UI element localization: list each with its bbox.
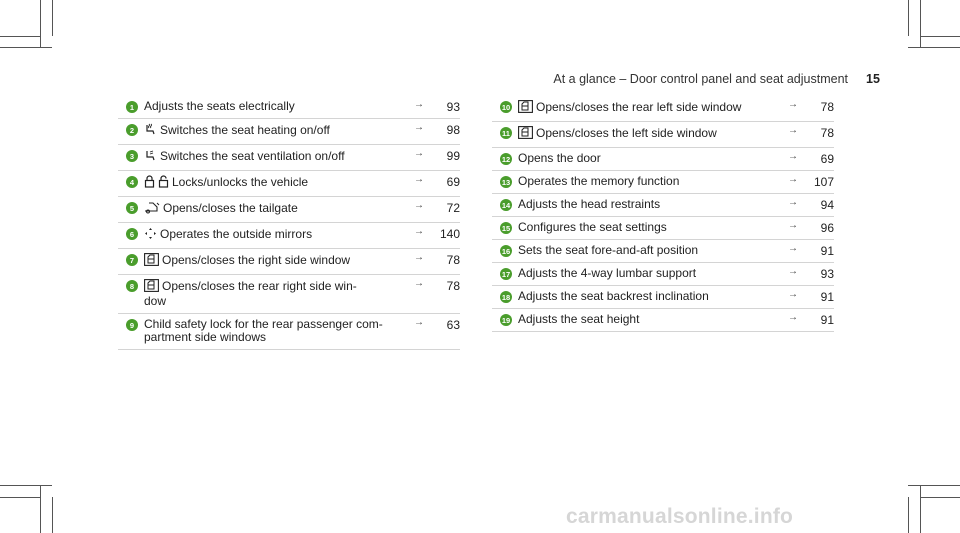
legend-item-2 (118, 119, 460, 145)
cross-reference-arrow: → (788, 266, 798, 277)
watermark: carmanualsonline.info (566, 505, 794, 528)
item-text: Adjusts the seat height (518, 312, 640, 326)
page-reference[interactable]: 78 (820, 100, 834, 114)
item-text: Switches the seat ventilation on/off (160, 149, 345, 163)
legend-item-6 (118, 223, 460, 249)
item-text: Child safety lock for the rear passenger com- partment side windows (144, 317, 383, 344)
mirror-adjust-icon (144, 227, 157, 243)
cross-reference-arrow: → (788, 289, 798, 300)
page-reference[interactable]: 99 (446, 149, 460, 163)
legend-item-5 (118, 197, 460, 223)
legend-item-1 (118, 96, 460, 119)
item-description (144, 253, 460, 269)
cross-reference-arrow: → (788, 99, 798, 110)
item-number-badge: 14 (501, 200, 511, 210)
legend-item-18 (492, 286, 834, 309)
legend-item-16 (492, 240, 834, 263)
legend-list-left (118, 96, 460, 350)
legend-item-15 (492, 217, 834, 240)
item-description (518, 126, 834, 142)
item-description (144, 201, 460, 217)
page-reference[interactable]: 96 (820, 221, 834, 235)
item-description (518, 267, 834, 280)
item-description (144, 175, 460, 191)
item-text: Opens/closes the tailgate (163, 201, 298, 215)
crop-mark (908, 47, 960, 48)
crop-mark (52, 0, 53, 36)
page-reference[interactable]: 91 (820, 313, 834, 327)
page-reference[interactable]: 94 (820, 198, 834, 212)
window-icon (518, 126, 533, 142)
crop-mark (0, 36, 40, 37)
legend-item-13 (492, 171, 834, 194)
item-description (518, 313, 834, 326)
cross-reference-arrow: → (414, 226, 424, 237)
page-reference[interactable]: 78 (446, 253, 460, 267)
legend-item-10 (492, 96, 834, 122)
item-text: Adjusts the 4-way lumbar support (518, 266, 697, 280)
item-number-badge: 10 (501, 102, 511, 112)
item-text: Opens/closes the left side window (536, 126, 717, 140)
item-description (144, 123, 460, 139)
unlock-icon (158, 175, 169, 191)
window-icon (144, 279, 159, 295)
page-reference[interactable]: 107 (813, 175, 834, 189)
cross-reference-arrow: → (414, 252, 424, 263)
item-text: Opens/closes the rear left side window (536, 100, 742, 114)
running-header: At a glance – Door control panel and seat adjustment (553, 72, 848, 86)
page-reference[interactable]: 93 (446, 100, 460, 114)
item-number-badge: 8 (126, 280, 138, 292)
page-reference[interactable]: 91 (820, 244, 834, 258)
item-number-badge: 6 (126, 228, 138, 240)
item-number-badge: 18 (501, 292, 511, 302)
crop-mark (40, 0, 41, 48)
legend-item-19 (492, 309, 834, 332)
window-icon (518, 100, 533, 116)
seat-ventilation-icon (144, 149, 157, 165)
item-description (144, 100, 460, 113)
item-text: Locks/unlocks the vehicle (172, 175, 309, 189)
page-reference[interactable]: 78 (820, 126, 834, 140)
lock-icon (144, 175, 155, 191)
item-text: Opens/closes the rear right side win- dow (144, 279, 357, 308)
cross-reference-arrow: → (414, 148, 424, 159)
cross-reference-arrow: → (788, 220, 798, 231)
item-description (144, 227, 460, 243)
page-reference[interactable]: 69 (820, 152, 834, 166)
page-reference[interactable]: 98 (446, 123, 460, 137)
legend-item-11 (492, 122, 834, 148)
cross-reference-arrow: → (788, 174, 798, 185)
crop-mark (0, 47, 52, 48)
item-number-badge: 13 (501, 177, 511, 187)
item-text: Switches the seat heating on/off (160, 123, 330, 137)
crop-mark (908, 485, 960, 486)
item-number-badge: 4 (126, 176, 138, 188)
legend-item-3 (118, 145, 460, 171)
item-number-badge: 16 (501, 246, 511, 256)
legend-item-9 (118, 314, 460, 350)
crop-mark (920, 485, 921, 533)
item-description (518, 100, 834, 116)
page-number: 15 (866, 72, 880, 86)
legend-item-8 (118, 275, 460, 314)
cross-reference-arrow: → (414, 122, 424, 133)
item-description (518, 198, 834, 211)
item-description (518, 244, 834, 257)
seat-heating-icon (144, 123, 157, 139)
legend-item-17 (492, 263, 834, 286)
item-number-badge: 5 (126, 202, 138, 214)
cross-reference-arrow: → (788, 197, 798, 208)
item-description (518, 290, 834, 303)
item-text: Operates the outside mirrors (160, 227, 313, 241)
cross-reference-arrow: → (414, 200, 424, 211)
cross-reference-arrow: → (414, 99, 424, 110)
item-number-badge: 2 (126, 124, 138, 136)
cross-reference-arrow: → (788, 312, 798, 323)
item-number-badge: 1 (126, 101, 138, 113)
item-description (518, 152, 834, 165)
item-text: Configures the seat settings (518, 220, 667, 234)
item-text: Operates the memory function (518, 174, 680, 188)
crop-mark (40, 485, 41, 533)
crop-mark (908, 497, 909, 533)
cross-reference-arrow: → (414, 174, 424, 185)
item-text: Adjusts the seats electrically (144, 99, 295, 113)
item-number-badge: 3 (126, 150, 138, 162)
item-description (144, 318, 460, 344)
legend-list-right (492, 96, 834, 332)
page-reference[interactable]: 140 (439, 227, 460, 241)
item-description (518, 175, 834, 188)
item-number-badge: 17 (501, 269, 511, 279)
crop-mark (0, 497, 40, 498)
crop-mark (920, 0, 921, 48)
item-text: Adjusts the seat backrest inclination (518, 289, 709, 303)
page-reference[interactable]: 91 (820, 290, 834, 304)
item-description (518, 221, 834, 234)
legend-item-12 (492, 148, 834, 171)
item-number-badge: 12 (501, 154, 511, 164)
crop-mark (52, 497, 53, 533)
page-reference[interactable]: 69 (446, 175, 460, 189)
item-text: Opens the door (518, 151, 601, 165)
item-text: Adjusts the head restraints (518, 197, 661, 211)
page-reference[interactable]: 93 (820, 267, 834, 281)
crop-mark (0, 485, 52, 486)
legend-item-4 (118, 171, 460, 197)
legend-item-14 (492, 194, 834, 217)
item-number-badge: 15 (501, 223, 511, 233)
item-number-badge: 7 (126, 254, 138, 266)
item-description (144, 149, 460, 165)
item-number-badge: 9 (126, 319, 138, 331)
item-description (144, 279, 460, 308)
cross-reference-arrow: → (788, 151, 798, 162)
window-icon (144, 253, 159, 269)
cross-reference-arrow: → (788, 125, 798, 136)
page-reference[interactable]: 63 (446, 318, 460, 332)
item-text: Sets the seat fore-and-aft position (518, 243, 699, 257)
page-reference[interactable]: 72 (446, 201, 460, 215)
crop-mark (920, 36, 960, 37)
cross-reference-arrow: → (788, 243, 798, 254)
item-text: Opens/closes the right side window (162, 253, 351, 267)
cross-reference-arrow: → (414, 317, 424, 328)
tailgate-icon (144, 201, 160, 217)
crop-mark (908, 0, 909, 36)
legend-item-7 (118, 249, 460, 275)
page-reference[interactable]: 78 (446, 279, 460, 293)
item-number-badge: 19 (501, 315, 511, 325)
cross-reference-arrow: → (414, 278, 424, 289)
crop-mark (920, 497, 960, 498)
item-number-badge: 11 (500, 127, 512, 139)
